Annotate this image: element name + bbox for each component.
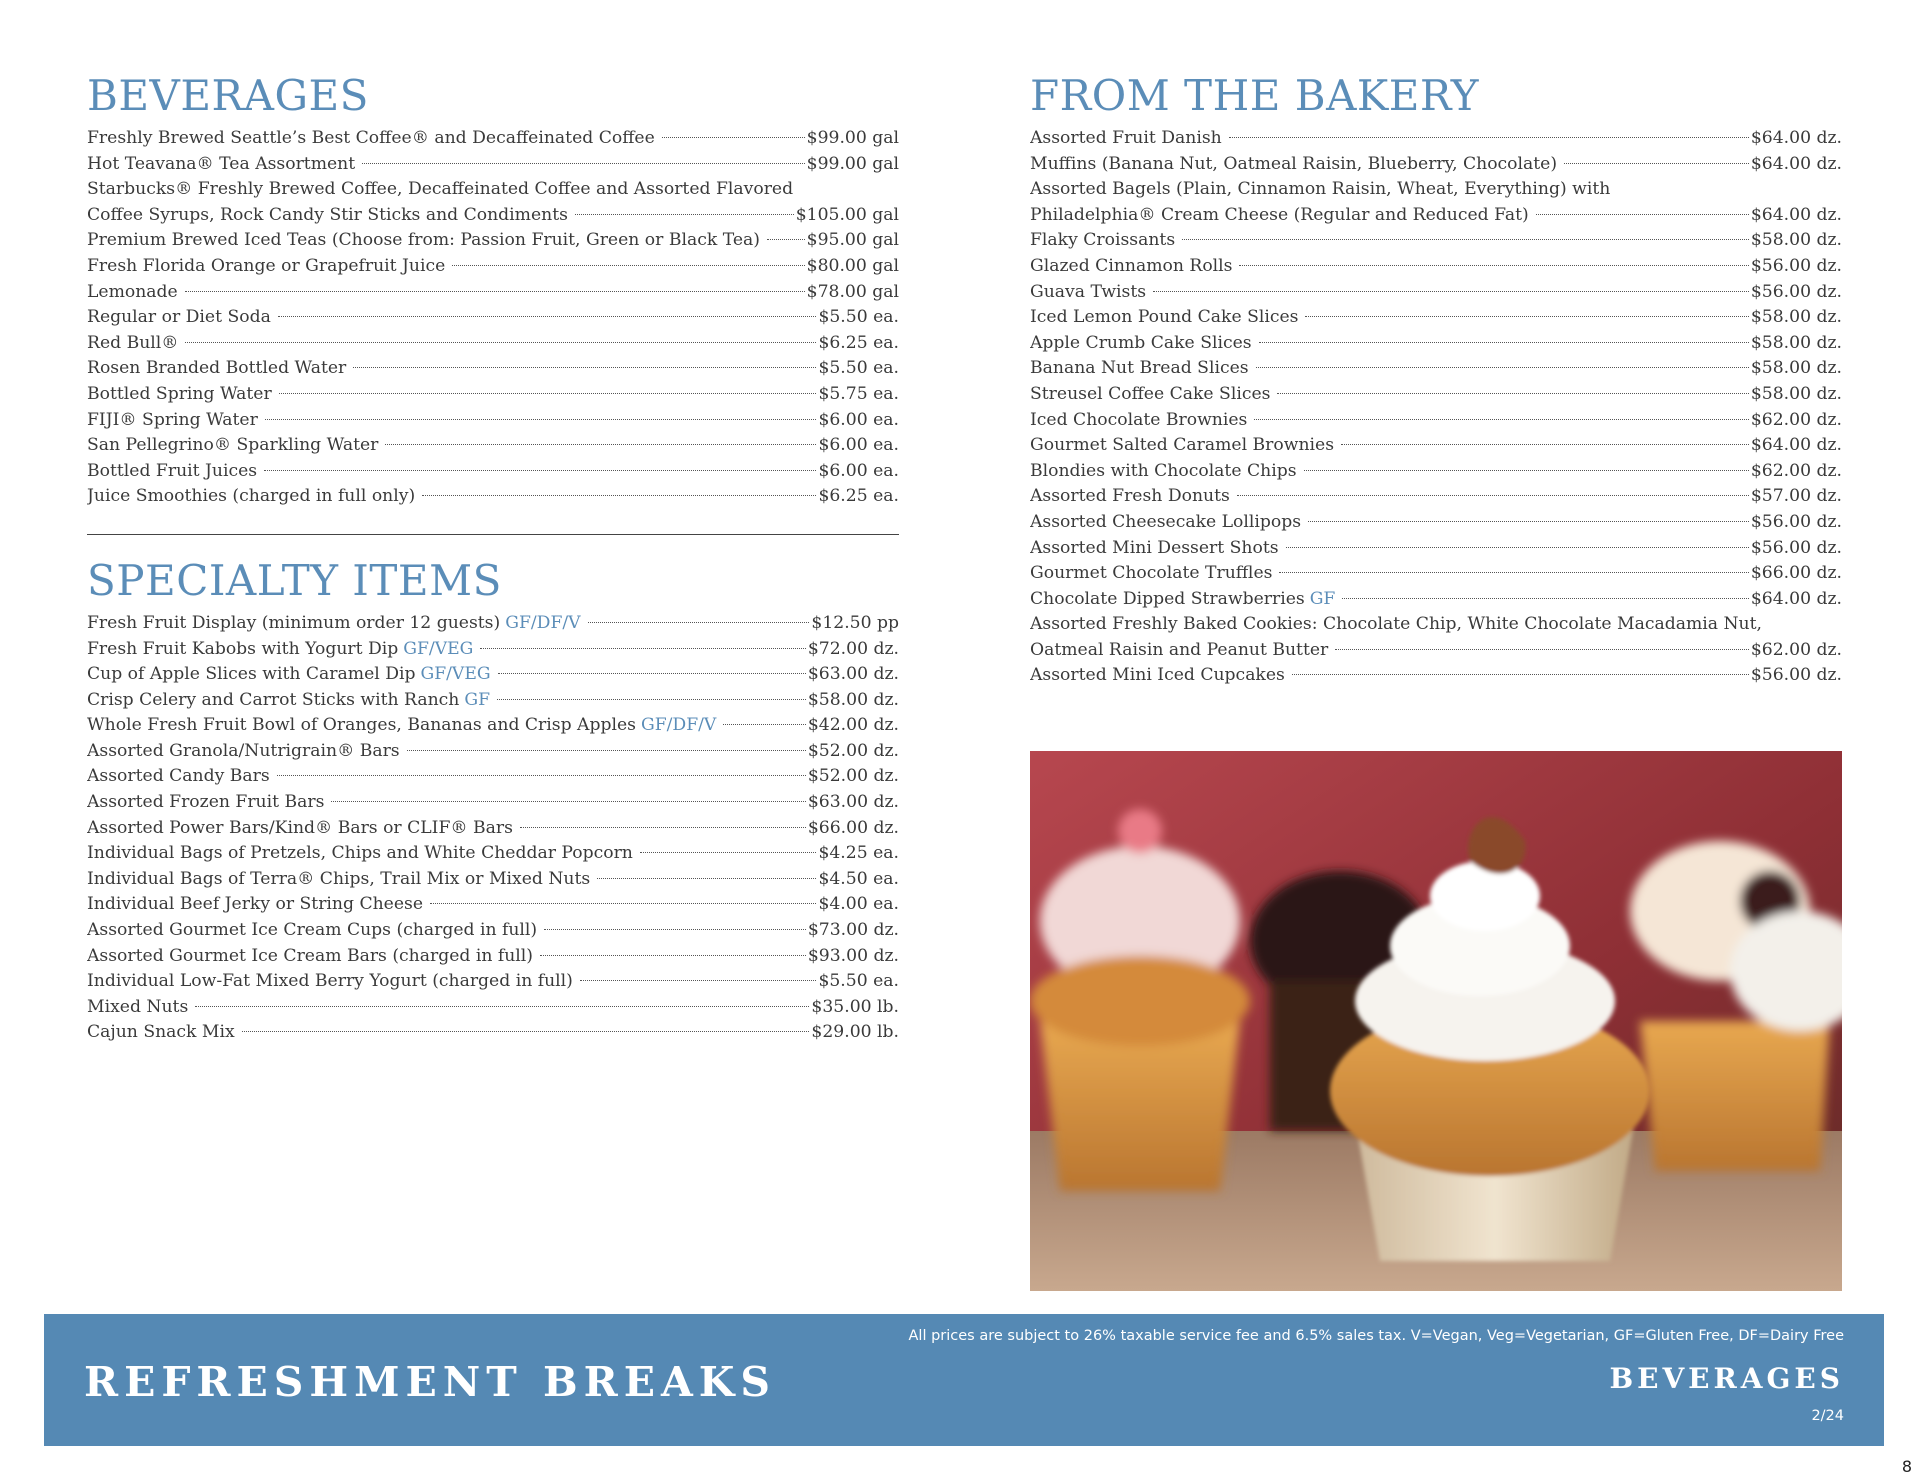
menu-item	[1030, 408, 1842, 434]
dot-leader	[385, 444, 816, 445]
dot-leader	[265, 419, 817, 420]
item-price: $58.00 dz.	[1750, 383, 1842, 404]
dot-leader	[422, 495, 816, 496]
menu-item	[1030, 177, 1842, 203]
menu-item	[87, 228, 899, 254]
item-name: Cup of Apple Slices with Caramel Dip	[87, 664, 416, 685]
dot-leader	[242, 1031, 810, 1032]
menu-item	[1030, 152, 1842, 178]
item-price: $63.00 dz.	[807, 792, 899, 813]
footer-title: REFRESHMENT BREAKS	[84, 1358, 777, 1406]
menu-item	[1030, 484, 1842, 510]
item-price: $58.00 dz.	[1750, 332, 1842, 353]
menu-item	[87, 918, 899, 944]
dot-leader	[1335, 649, 1749, 650]
menu-item	[87, 637, 899, 663]
dot-leader	[331, 801, 805, 802]
dot-leader	[1341, 444, 1749, 445]
left-column	[87, 70, 899, 1046]
dot-leader	[1182, 239, 1749, 240]
item-name: Assorted Fruit Danish	[1030, 128, 1222, 148]
item-price: $73.00 dz.	[807, 920, 899, 941]
menu-item	[1030, 382, 1842, 408]
item-price: $4.25 ea.	[818, 843, 899, 864]
item-price: $78.00 gal	[806, 281, 899, 302]
dot-leader	[575, 214, 794, 215]
dietary-tag: GF/DF/V	[505, 612, 581, 633]
item-price: $58.00 dz.	[1750, 358, 1842, 379]
dot-leader	[580, 980, 817, 981]
menu-item	[1030, 356, 1842, 382]
section-divider	[87, 534, 899, 535]
item-price: $64.00 dz.	[1750, 588, 1842, 609]
item-name: Assorted Power Bars/Kind® Bars or CLIF® Bars	[87, 817, 513, 838]
menu-item	[87, 152, 899, 178]
item-name: Assorted Cheesecake Lollipops	[1030, 511, 1302, 532]
menu-item	[87, 969, 899, 995]
dot-leader	[362, 163, 804, 164]
menu-item	[87, 305, 899, 331]
item-name: Apple Crumb Cake Slices	[1030, 332, 1252, 353]
dot-leader	[264, 470, 816, 471]
dot-leader	[588, 622, 810, 623]
item-name: Flaky Croissants	[1030, 230, 1176, 251]
dot-leader	[1239, 265, 1748, 266]
dot-leader	[1308, 521, 1749, 522]
dietary-tag: GF/VEG	[420, 664, 491, 685]
dietary-tag: GF/VEG	[403, 638, 474, 659]
item-price: $6.00 ea.	[818, 409, 899, 430]
item-price: $42.00 dz.	[807, 715, 899, 736]
item-price: $99.00 gal	[806, 153, 899, 174]
item-name: Assorted Granola/Nutrigrain® Bars	[87, 740, 400, 761]
item-name: Lemonade	[87, 281, 178, 302]
dot-leader	[498, 673, 806, 674]
item-price: $5.50 ea.	[818, 971, 899, 992]
menu-item	[1030, 254, 1842, 280]
item-price: $80.00 gal	[806, 255, 899, 276]
item-price: $12.50 pp	[811, 612, 899, 633]
menu-item	[87, 790, 899, 816]
item-name: Philadelphia® Cream Cheese (Regular and Reduced Fat)	[1030, 204, 1529, 225]
menu-item	[1030, 433, 1842, 459]
dot-leader	[195, 1006, 809, 1007]
menu-item	[1030, 587, 1842, 613]
item-price: $99.00 gal	[806, 128, 899, 148]
item-name: Guava Twists	[1030, 281, 1147, 302]
item-price: $64.00 dz.	[1750, 204, 1842, 225]
item-price: $6.00 ea.	[818, 460, 899, 481]
item-price: $6.00 ea.	[818, 435, 899, 456]
item-price: $62.00 dz.	[1750, 409, 1842, 430]
item-price: $95.00 gal	[806, 230, 899, 251]
menu-item	[87, 433, 899, 459]
item-price: $62.00 dz.	[1750, 639, 1842, 660]
dot-leader	[597, 878, 816, 879]
dot-leader	[497, 699, 806, 700]
item-price: $52.00 dz.	[807, 740, 899, 761]
item-price: $66.00 dz.	[807, 817, 899, 838]
dot-leader	[540, 955, 806, 956]
dot-leader	[1342, 598, 1749, 599]
dot-leader	[1286, 547, 1749, 548]
item-price: $35.00 lb.	[811, 996, 899, 1017]
item-price: $56.00 dz.	[1750, 281, 1842, 302]
dot-leader	[407, 750, 806, 751]
footer-date: 2/24	[1811, 1408, 1844, 1424]
cupcakes-photo	[1030, 751, 1842, 1291]
dot-leader	[1256, 367, 1749, 368]
beverages-list	[87, 126, 899, 510]
dot-leader	[520, 827, 806, 828]
menu-item	[87, 382, 899, 408]
dot-leader	[1564, 163, 1749, 164]
item-name: San Pellegrino® Sparkling Water	[87, 435, 379, 456]
menu-item	[87, 177, 899, 203]
menu-item	[87, 662, 899, 688]
specialty-items-title: SPECIALTY ITEMS	[87, 555, 502, 605]
item-price: $56.00 dz.	[1750, 255, 1842, 276]
item-name: Assorted Mini Iced Cupcakes	[1030, 665, 1285, 686]
item-name: Banana Nut Bread Slices	[1030, 358, 1249, 379]
menu-item	[87, 892, 899, 918]
dot-leader	[185, 342, 816, 343]
menu-item	[87, 995, 899, 1021]
dot-leader	[185, 291, 805, 292]
item-name: Fresh Fruit Kabobs with Yogurt Dip	[87, 638, 399, 659]
item-name: Mixed Nuts	[87, 996, 189, 1017]
item-price: $4.50 ea.	[818, 868, 899, 889]
item-name: Bottled Fruit Juices	[87, 460, 258, 481]
item-name: Muffins (Banana Nut, Oatmeal Raisin, Blueberry, Chocolate)	[1030, 153, 1558, 174]
item-name: Assorted Frozen Fruit Bars	[87, 792, 325, 813]
menu-item	[87, 280, 899, 306]
item-name: Crisp Celery and Carrot Sticks with Ranch	[87, 689, 460, 710]
item-name: Coffee Syrups, Rock Candy Stir Sticks and Condiments	[87, 204, 568, 225]
item-name: Blondies with Chocolate Chips	[1030, 460, 1297, 481]
item-name: Assorted Bagels (Plain, Cinnamon Raisin, Wheat, Everything) with	[1030, 179, 1611, 200]
item-price: $6.25 ea.	[818, 486, 899, 507]
pricing-note: All prices are subject to 26% taxable service fee and 6.5% sales tax. V=Vegan, Veg=Vegetarian, GF=Gluten Free, DF=Dairy Free	[908, 1328, 1844, 1344]
dot-leader	[1277, 393, 1748, 394]
beverages-title: BEVERAGES	[87, 71, 369, 120]
item-name: Juice Smoothies (charged in full only)	[87, 486, 416, 507]
menu-item	[87, 944, 899, 970]
dot-leader	[640, 852, 817, 853]
dot-leader	[1305, 316, 1748, 317]
dietary-tag: GF/DF/V	[640, 715, 717, 736]
menu-item	[87, 713, 899, 739]
item-name: Assorted Gourmet Ice Cream Bars (charged in full)	[87, 945, 534, 966]
menu-item	[1030, 126, 1842, 152]
menu-item	[1030, 331, 1842, 357]
item-price: $5.50 ea.	[818, 358, 899, 379]
menu-item	[1030, 228, 1842, 254]
item-name: Individual Beef Jerky or String Cheese	[87, 894, 424, 915]
dietary-tag: GF	[464, 689, 491, 710]
dot-leader	[723, 724, 806, 725]
item-price: $57.00 dz.	[1750, 486, 1842, 507]
dot-leader	[1259, 342, 1749, 343]
item-price: $52.00 dz.	[807, 766, 899, 787]
item-name: Gourmet Salted Caramel Brownies	[1030, 435, 1335, 456]
bakery-title: FROM THE BAKERY	[1030, 71, 1479, 120]
dot-leader	[1292, 674, 1749, 675]
menu-item	[87, 254, 899, 280]
dot-leader	[1279, 572, 1748, 573]
item-name: Assorted Mini Dessert Shots	[1030, 537, 1279, 558]
item-price: $5.50 ea.	[818, 307, 899, 328]
dot-leader	[767, 239, 805, 240]
item-price: $56.00 dz.	[1750, 511, 1842, 532]
menu-item	[1030, 305, 1842, 331]
item-price: $29.00 lb.	[811, 1022, 899, 1043]
menu-item	[87, 203, 899, 229]
menu-item	[87, 484, 899, 510]
menu-item	[1030, 663, 1842, 689]
dot-leader	[544, 929, 806, 930]
item-name: FIJI® Spring Water	[87, 409, 258, 430]
item-price: $6.25 ea.	[818, 332, 899, 353]
menu-item	[87, 739, 899, 765]
dietary-tag: GF	[1309, 588, 1336, 609]
menu-item	[1030, 510, 1842, 536]
item-name: Cajun Snack Mix	[87, 1022, 235, 1043]
menu-item	[87, 356, 899, 382]
dot-leader	[662, 137, 805, 138]
item-price: $58.00 dz.	[1750, 230, 1842, 251]
menu-item	[87, 611, 899, 637]
footer-banner	[44, 1314, 1884, 1446]
page-number: 8	[1901, 1457, 1912, 1476]
item-name: Oatmeal Raisin and Peanut Butter	[1030, 639, 1329, 660]
item-name: Glazed Cinnamon Rolls	[1030, 255, 1233, 276]
item-name: Chocolate Dipped Strawberries	[1030, 588, 1305, 609]
item-price: $63.00 dz.	[807, 664, 899, 685]
item-price: $64.00 dz.	[1750, 128, 1842, 148]
item-price: $66.00 dz.	[1750, 563, 1842, 584]
item-price: $56.00 dz.	[1750, 537, 1842, 558]
dot-leader	[1304, 470, 1749, 471]
menu-item	[87, 867, 899, 893]
item-name: Premium Brewed Iced Teas (Choose from: Passion Fruit, Green or Black Tea)	[87, 230, 760, 251]
specialty-items-list	[87, 611, 899, 1046]
menu-item	[87, 816, 899, 842]
right-column	[1030, 70, 1842, 689]
item-name: Whole Fresh Fruit Bowl of Oranges, Bananas and Crisp Apples	[87, 715, 636, 736]
item-price: $4.00 ea.	[818, 894, 899, 915]
item-name: Red Bull®	[87, 332, 179, 353]
item-price: $64.00 dz.	[1750, 153, 1842, 174]
menu-item	[1030, 459, 1842, 485]
menu-item	[1030, 536, 1842, 562]
dot-leader	[277, 775, 806, 776]
item-name: Bottled Spring Water	[87, 383, 272, 404]
dot-leader	[480, 648, 805, 649]
item-price: $58.00 dz.	[1750, 307, 1842, 328]
item-name: Streusel Coffee Cake Slices	[1030, 383, 1271, 404]
item-name: Iced Lemon Pound Cake Slices	[1030, 307, 1299, 328]
bakery-list	[1030, 126, 1842, 689]
item-price: $56.00 dz.	[1750, 665, 1842, 686]
item-name: Freshly Brewed Seattle’s Best Coffee® and Decaffeinated Coffee	[87, 128, 655, 148]
dot-leader	[278, 316, 817, 317]
dot-leader	[1229, 137, 1749, 138]
item-name: Starbucks® Freshly Brewed Coffee, Decaffeinated Coffee and Assorted Flavored	[87, 179, 794, 200]
item-name: Assorted Freshly Baked Cookies: Chocolate Chip, White Chocolate Macadamia Nut,	[1030, 614, 1762, 635]
footer-section-label: BEVERAGES	[1609, 1362, 1844, 1395]
item-price: $64.00 dz.	[1750, 435, 1842, 456]
menu-item	[87, 331, 899, 357]
item-price: $93.00 dz.	[807, 945, 899, 966]
item-name: Individual Bags of Pretzels, Chips and White Cheddar Popcorn	[87, 843, 633, 864]
item-price: $62.00 dz.	[1750, 460, 1842, 481]
menu-item	[1030, 612, 1842, 638]
item-name: Rosen Branded Bottled Water	[87, 358, 347, 379]
menu-item	[87, 459, 899, 485]
item-name: Iced Chocolate Brownies	[1030, 409, 1248, 430]
item-name: Fresh Florida Orange or Grapefruit Juice	[87, 255, 446, 276]
menu-item	[1030, 638, 1842, 664]
menu-item	[87, 688, 899, 714]
dot-leader	[1237, 495, 1749, 496]
menu-item	[1030, 561, 1842, 587]
menu-item	[87, 764, 899, 790]
dot-leader	[452, 265, 804, 266]
dot-leader	[430, 903, 816, 904]
item-name: Assorted Candy Bars	[87, 766, 270, 787]
dot-leader	[1536, 214, 1749, 215]
dot-leader	[279, 393, 817, 394]
menu-item	[87, 841, 899, 867]
dot-leader	[353, 367, 816, 368]
item-name: Individual Low-Fat Mixed Berry Yogurt (charged in full)	[87, 971, 573, 992]
menu-item	[1030, 203, 1842, 229]
menu-item	[87, 126, 899, 152]
item-name: Assorted Fresh Donuts	[1030, 486, 1230, 507]
item-name: Gourmet Chocolate Truffles	[1030, 563, 1273, 584]
dot-leader	[1153, 291, 1749, 292]
item-price: $72.00 dz.	[807, 638, 899, 659]
menu-item	[87, 408, 899, 434]
item-name: Regular or Diet Soda	[87, 307, 271, 328]
item-price: $105.00 gal	[795, 204, 899, 225]
item-name: Fresh Fruit Display (minimum order 12 guests)	[87, 612, 501, 633]
item-price: $58.00 dz.	[807, 689, 899, 710]
dot-leader	[1254, 419, 1749, 420]
menu-item	[1030, 280, 1842, 306]
item-price: $5.75 ea.	[818, 383, 899, 404]
menu-item	[87, 1020, 899, 1046]
item-name: Hot Teavana® Tea Assortment	[87, 153, 356, 174]
item-name: Individual Bags of Terra® Chips, Trail Mix or Mixed Nuts	[87, 868, 591, 889]
item-name: Assorted Gourmet Ice Cream Cups (charged in full)	[87, 920, 538, 941]
